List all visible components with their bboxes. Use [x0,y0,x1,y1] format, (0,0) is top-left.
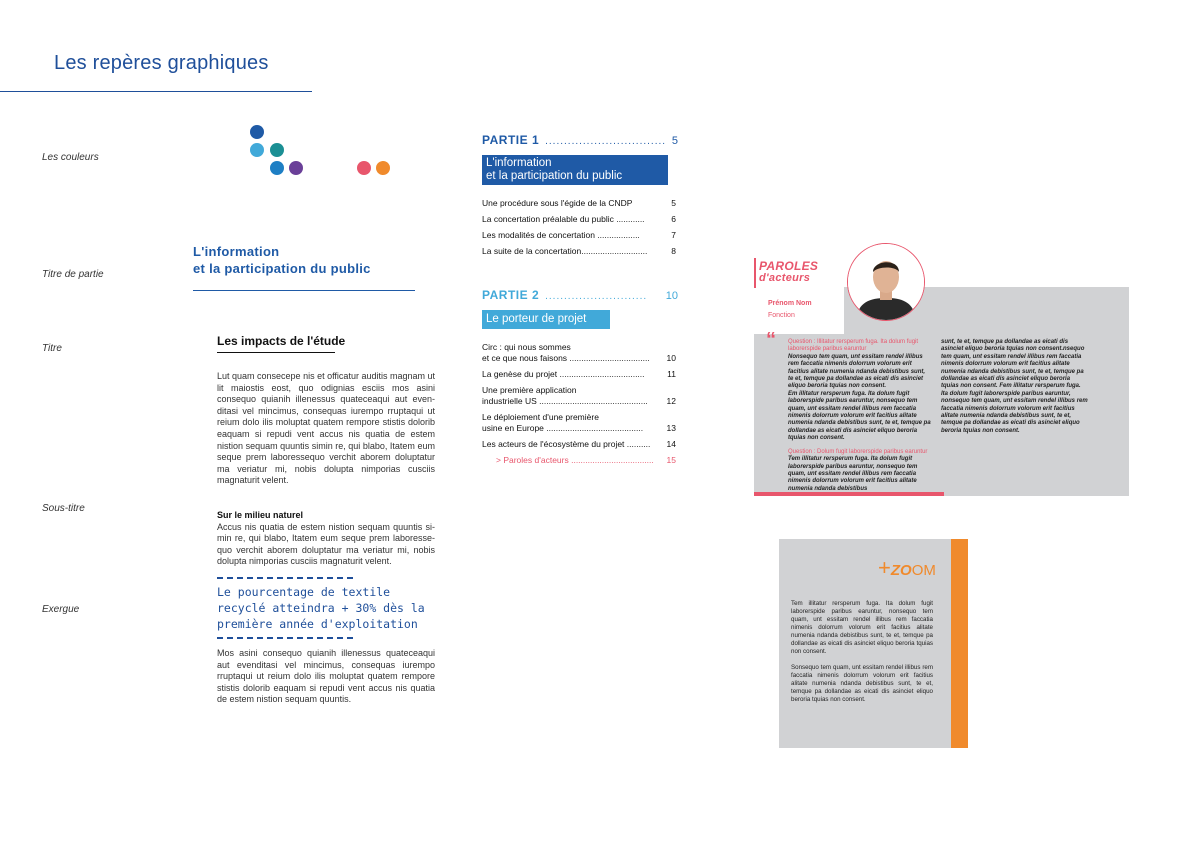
color-dot-teal [270,143,284,157]
sample-exergue: Le pourcentage de textile recyclé atteindra + 30% dès la première année d'exploitation [217,585,425,631]
toc-item[interactable]: Une procédure sous l'égide de la CNDP 5 [482,198,676,208]
paroles-answer-1: Nonsequo tem quam, unt essitam rendel illibus rem faccatia nimenis dolorrum volorum erit facitius alitate numenia ndanda debistibus sunt, te et, temque pa dollandae as eicati dis asinciet eliquo beroria tquias non consent. [788,353,926,390]
quote-mark-icon: “ [766,329,776,351]
toc-partie-2-header: PARTIE 2 ........................... 10 [482,288,678,302]
portrait-photo [847,243,925,321]
sample-sous-titre: Sur le milieu naturel [217,510,304,520]
paroles-answer-2: Tem illitatur rersperum fuga. Ita dolum fugit laborerspide paribus earuntur, nonsequo tem quam, unt essitam rendel illibus rem faccatia nimenis dolorrum volorum erit facitius alitate numenia ndanda debistibus [788,456,918,492]
toc-item[interactable]: et ce que nous faisons .................................. 10 [482,353,676,363]
sample-body-3: Mos asini consequo quianih illenessus quateceaqui aut evenditasi vel mincimus, consequas iurempo rruptaqui ut reium dolo ilis moluptat quatem rempore stistis dolorib eaquam si repudi vent accus nis quatia de estem nistion sequam quuntis. [217,648,435,705]
label-sous-titre: Sous-titre [42,503,85,514]
toc-item[interactable]: Le déploiement d'une première [482,412,599,422]
paroles-column-1 [788,339,932,493]
zoom-body: Tem illitatur rersperum fuga. Ita dolum fugit laborerspide paribus earuntur, nonsequo tem quam, unt essitam rendel illibus rem faccatia nimenis dolorrum volorum erit facitius alitate numenia ndanda debistibus sunt, te et, temque pa dollandae as eicati dis asinciet eliquo beroria tquias non consent. Sonsequo tem quam, unt essitam rendel illibus rem faccatia nimenis dolorrum volorum erit facitius alitate numenia ndanda debistibus sunt, te et, temque pa dollandae as eicati dis asinciet eliquo beroria tquias non consent. [791,600,933,703]
title-underline [0,91,312,92]
paroles-bottom-bar [754,492,944,496]
toc-item[interactable]: usine en Europe ......................................... 13 [482,423,676,433]
toc-item[interactable]: La suite de la concertation............................ 8 [482,246,676,256]
paroles-name-bg [754,288,844,334]
sample-body-2: Accus nis quatia de estem nistion sequam quuntis simin re, qui blabo, Itatem eum seque prem laboressequo verchit aborem doluptatur ma veriatur mi, nobis dolupta nimporias cusciis magnaturit velent. [217,521,435,567]
sample-titre: Les impacts de l'étude [217,334,346,348]
label-titre-partie: Titre de partie [42,269,104,280]
person-icon [848,244,924,320]
paroles-title: PAROLES d'acteurs [759,259,819,284]
toc-item[interactable]: La concertation préalable du public ............ 6 [482,214,676,224]
toc-partie-1-header: PARTIE 1 ................................ 5 [482,133,678,147]
color-dot-orange [376,161,390,175]
label-titre: Titre [42,343,62,354]
exergue-rule-top [217,577,353,579]
paroles-question-1: Question : Illitatur rersperum fuga. Ita dolum fugit laborerspide paribus earuntur [788,339,919,353]
toc-partie-2-highlight: Le porteur de projet [482,310,610,329]
paroles-accent-line [754,258,756,288]
color-dot-purple [289,161,303,175]
toc-item[interactable]: Circ : qui nous sommes [482,342,571,352]
toc-item[interactable]: La genèse du projet .................................... 11 [482,369,676,379]
paroles-question-2: Question : Dolum fugit laborerspide paribus earuntur [788,448,928,455]
toc-item[interactable]: Les modalités de concertation .................. 7 [482,230,676,240]
label-exergue: Exergue [42,604,80,615]
paroles-column-2: sunt, te et, temque pa dollandae as eicati dis asinciet eliquo beroria tquias non consent.nsequo tem quam, unt essitam rendel illibus rem faccatia nimenis dolorrum volorum erit facitius alitate numenia ndanda debistibus sunt, te et, temque pa dollandae as eicati dis asinciet eliquo beroria tquias non consent. Fem illitatur rersperum fuga. Ita dolum fugit laborerspide paribus earuntur, nonsequo tem quam, unt essitam rendel illibus rem faccatia nimenis dolorrum volorum erit facitius alitate numenia ndanda debistibus sunt, te et, temque pa dollandae as eicati dis asinciet eliquo beroria tquias non consent. [941,339,1088,434]
paroles-role: Fonction [768,312,795,319]
sample-subsection [217,510,435,568]
toc-item[interactable]: Les acteurs de l'écosystème du projet .......... 14 [482,439,676,449]
zoom-title: +ZOOM [878,555,936,580]
toc-item[interactable]: industrielle US .............................................. 12 [482,396,676,406]
color-dot-pink [357,161,371,175]
sample-body-1: Lut quam consecepe nis et officatur auditis magnam ut lit maiostis eost, quo odignias esciis mos asini consequo quianih illenessus quateceaqui aut evenditasi vel mincimus, consequas iurempo rruptaqui ut reium dolo ilis moluptat quatem rempore stistis dolorib eaquam si repudi vent accus nis quatia de estem nistion sequam quuntis simin re, qui blabo, Itatem eum seque prem laboressequo verchit aborem doluptatur ma veriatur mi, nobis dolupta nimporias cusciis magnaturit velent. [217,371,435,486]
toc-item-active[interactable]: > Paroles d'acteurs ................................... 15 [496,455,676,465]
color-dot-blue [270,161,284,175]
titre-underline [217,352,335,353]
sample-partie-title: L'information et la participation du public [193,244,371,276]
zoom-side-bar [951,539,968,748]
paroles-answer-1b: Em illitatur rersperum fuga. Ita dolum fugit laborerspide paribus earuntur, nonsequo tem quam, unt essitam rendel illibus rem faccatia nimenis dolorrum volorum erit facitius alitate numenia ndanda debistibus sunt, te et, temque pa dollandae as eicati dis asinciet eliquo beroria tquias non consent. [788,390,931,442]
toc-item[interactable]: Une première application [482,385,577,395]
toc-partie-1-highlight: L'information et la participation du public [482,155,668,185]
partie-title-rule [193,290,415,291]
paroles-name: Prénom Nom [768,300,812,307]
color-dot-light-blue [250,143,264,157]
label-couleurs: Les couleurs [42,152,99,163]
page-title: Les repères graphiques [54,52,269,74]
color-dot-dark-blue [250,125,264,139]
exergue-rule-bottom [217,637,353,639]
